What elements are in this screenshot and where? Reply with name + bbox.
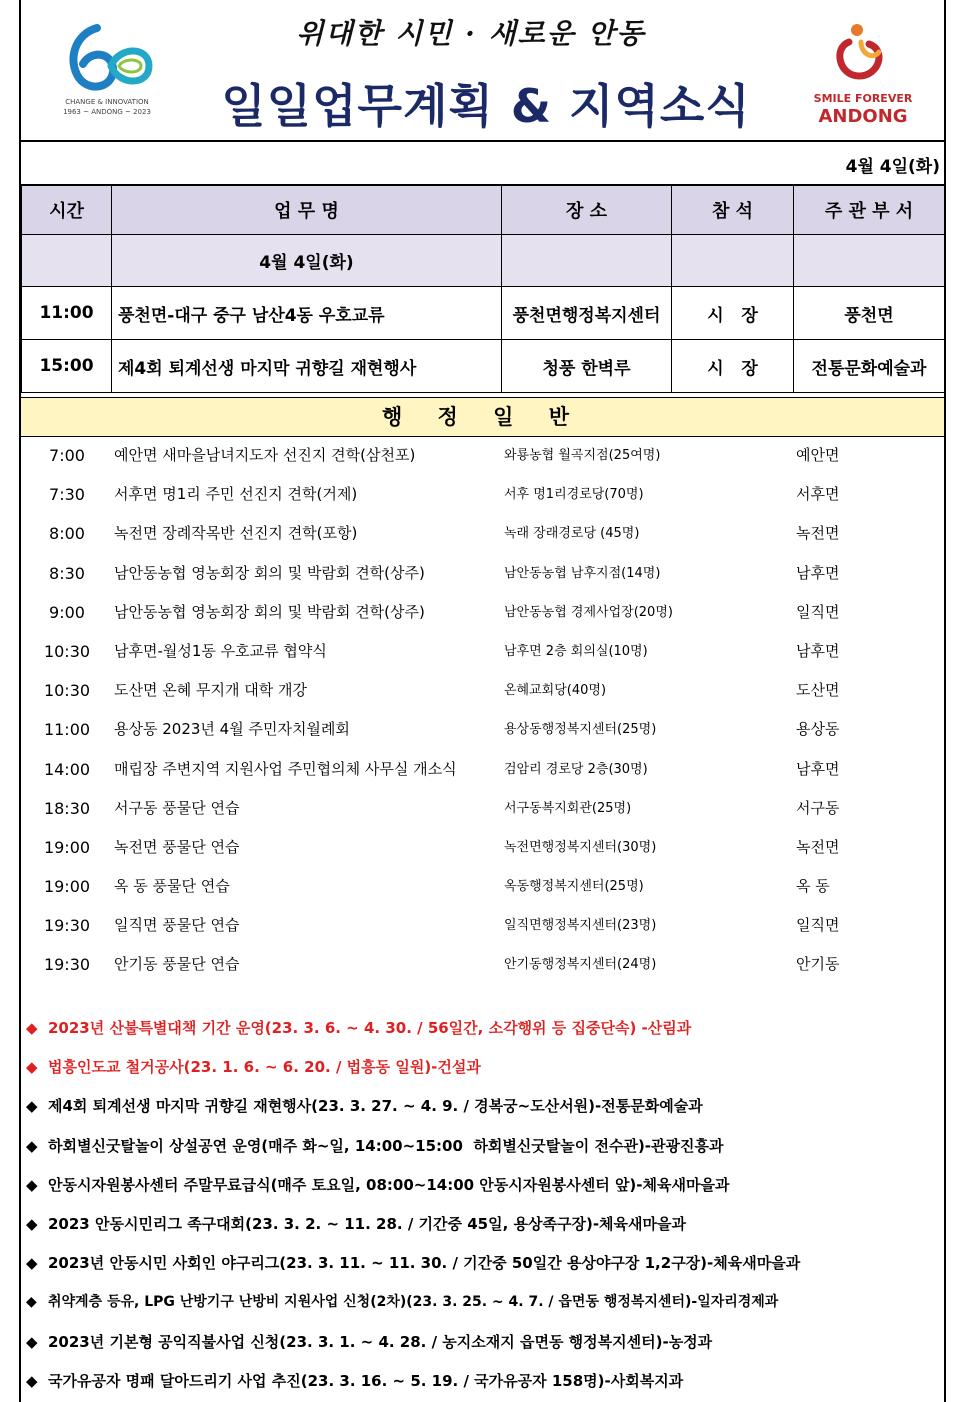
notice-item xyxy=(21,1166,944,1205)
page-title: 일일업무계획 & 지역소식 xyxy=(221,79,751,133)
item-place: 남후면 2층 회의실(10명) xyxy=(504,643,648,659)
section-title-admin: 행 정 일 반 xyxy=(21,397,944,437)
notice-text: 법흥인도교 철거공사(23. 1. 6. ~ 6. 20. / 법흥동 일원)-건설과 xyxy=(48,1058,481,1077)
item-name: 안기동 풍물단 연습 xyxy=(114,955,240,974)
item-place: 남안동농협 남후지점(14명) xyxy=(504,565,661,581)
logo-years: 1963 ~ ANDONG ~ 2023 xyxy=(63,108,151,116)
item-time: 19:00 xyxy=(43,837,91,857)
item-time: 7:30 xyxy=(49,485,85,505)
table-row xyxy=(22,340,945,393)
list-item xyxy=(21,750,944,789)
notice-text: 취약계층 등유, LPG 난방기구 난방비 지원사업 신청(2차)(23. 3. 25. ~ 4. 7. / 읍면동 행정복지센터)-일자리경제과 xyxy=(48,1294,779,1311)
document-date: 4월 4일(화) xyxy=(845,157,940,177)
diamond-bullet-icon: ◆ xyxy=(26,1019,38,1037)
date-row xyxy=(21,140,944,186)
event-place: 풍천면행정복지센터 xyxy=(502,287,672,340)
andong-logo-line1: SMILE FOREVER xyxy=(813,92,913,105)
item-place: 일직면행정복지센터(23명) xyxy=(504,918,657,934)
item-name: 서구동 풍물단 연습 xyxy=(114,798,240,817)
item-dept: 도산면 xyxy=(796,681,840,700)
event-dept: 전통문화예술과 xyxy=(794,340,945,393)
item-name: 용상동 2023년 4월 주민자치월례회 xyxy=(114,720,350,739)
list-item xyxy=(21,554,944,593)
list-item xyxy=(21,514,944,553)
item-name: 남후면-월성1동 우호교류 협약식 xyxy=(114,641,327,660)
diamond-bullet-icon: ◆ xyxy=(26,1058,38,1077)
list-item xyxy=(21,710,944,749)
list-item xyxy=(21,828,944,867)
item-place: 녹래 장래경로당 (45명) xyxy=(504,526,640,542)
notice-item xyxy=(21,1127,944,1166)
list-item xyxy=(21,671,944,710)
andong-logo xyxy=(803,20,923,130)
item-place: 남안동농협 경제사업장(20명) xyxy=(504,604,673,620)
item-name: 예안면 새마을남녀지도자 선진지 견학(삼천포) xyxy=(114,446,416,464)
diamond-bullet-icon: ◆ xyxy=(26,1097,38,1116)
event-name: 제4회 퇴계선생 마지막 귀향길 재현행사 xyxy=(112,340,502,393)
table-subheader-row xyxy=(22,235,945,287)
item-name: 도산면 온혜 무지개 대학 개강 xyxy=(114,681,307,700)
item-place: 용상동행정복지센터(25명) xyxy=(504,722,657,738)
document-sheet xyxy=(19,0,946,1402)
item-dept: 남후면 xyxy=(796,641,840,660)
sixty-logo-icon xyxy=(57,20,157,100)
item-place: 와룡농협 월곡지점(25여명) xyxy=(504,448,661,463)
item-place: 녹전면행정복지센터(30명) xyxy=(504,839,657,855)
diamond-bullet-icon: ◆ xyxy=(26,1332,38,1351)
item-dept: 남후면 xyxy=(796,563,840,582)
list-item xyxy=(21,789,944,828)
list-item xyxy=(21,867,944,906)
item-dept: 안기동 xyxy=(796,955,840,974)
item-dept: 일직면 xyxy=(796,602,840,621)
item-place: 온혜교회당(40명) xyxy=(504,683,607,699)
list-item xyxy=(21,436,944,475)
item-name: 남안동농협 영농회장 회의 및 박람회 견학(상주) xyxy=(114,563,425,582)
item-dept: 녹전면 xyxy=(796,524,840,543)
item-name: 녹전면 풍물단 연습 xyxy=(114,837,240,856)
notice-text: 2023년 안동시민 사회인 야구리그(23. 3. 11. ~ 11. 30. / 기간중 50일간 용상야구장 1,2구장)-체육새마을과 xyxy=(48,1254,801,1273)
item-time: 10:30 xyxy=(43,681,91,701)
list-item xyxy=(21,945,944,984)
item-dept: 서구동 xyxy=(796,798,840,817)
item-dept: 녹전면 xyxy=(796,837,840,856)
notice-text: 국가유공자 명패 달아드리기 사업 추진(23. 3. 16. ~ 5. 19. / 국가유공자 158명)-사회복지과 xyxy=(48,1371,684,1390)
notice-item xyxy=(21,1009,944,1048)
item-time: 7:00 xyxy=(49,446,85,465)
item-name: 서후면 명1리 주민 선진지 견학(거제) xyxy=(114,485,358,504)
item-place: 안기동행정복지센터(24명) xyxy=(504,957,657,973)
diamond-bullet-icon: ◆ xyxy=(26,1136,38,1155)
item-name: 옥 동 풍물단 연습 xyxy=(114,877,230,896)
notice-item xyxy=(21,1283,944,1322)
table-row xyxy=(22,287,945,340)
event-time: 15:00 xyxy=(22,340,112,393)
subheader-date: 4월 4일(화) xyxy=(112,235,502,287)
item-time: 8:00 xyxy=(49,524,85,544)
item-dept: 용상동 xyxy=(796,720,840,739)
logo-caption: CHANGE & INNOVATION xyxy=(65,98,149,106)
item-time: 19:30 xyxy=(43,916,91,936)
item-dept: 서후면 xyxy=(796,485,840,504)
item-time: 19:00 xyxy=(43,877,91,897)
notice-item xyxy=(21,1323,944,1362)
item-time: 18:30 xyxy=(43,798,91,818)
event-attendee: 시 장 xyxy=(672,287,794,340)
event-time: 11:00 xyxy=(22,287,112,340)
anniversary-logo xyxy=(57,20,157,120)
item-time: 19:30 xyxy=(43,955,91,975)
item-dept: 남후면 xyxy=(796,759,840,778)
item-time: 9:00 xyxy=(49,602,85,622)
notice-item xyxy=(21,1048,944,1087)
notice-text: 안동시자원봉사센터 주말무료급식(매주 토요일, 08:00~14:00 안동시자원봉사센터 앞)-체육새마을과 xyxy=(48,1175,730,1194)
notice-item xyxy=(21,1244,944,1283)
item-place: 서후 명1리경로당(70명) xyxy=(504,487,644,503)
notice-text: 제4회 퇴계선생 마지막 귀향길 재현행사(23. 3. 27. ~ 4. 9. / 경복궁~도산서원)-전통문화예술과 xyxy=(48,1097,703,1116)
notice-item xyxy=(21,1087,944,1126)
document-header xyxy=(21,0,944,142)
list-item xyxy=(21,593,944,632)
notice-list xyxy=(21,1009,944,1401)
header-time: 시간 xyxy=(22,186,112,235)
schedule-table xyxy=(21,185,945,393)
header-place: 장 소 xyxy=(502,186,672,235)
event-dept: 풍천면 xyxy=(794,287,945,340)
diamond-bullet-icon: ◆ xyxy=(26,1294,37,1311)
item-name: 녹전면 장례작목반 선진지 견학(포항) xyxy=(114,524,358,543)
header-attendee: 참 석 xyxy=(672,186,794,235)
header-task: 업 무 명 xyxy=(112,186,502,235)
andong-logo-line2: ANDONG xyxy=(818,106,908,127)
item-time: 14:00 xyxy=(43,759,91,779)
notice-item xyxy=(21,1205,944,1244)
list-item xyxy=(21,906,944,945)
diamond-bullet-icon: ◆ xyxy=(26,1371,38,1390)
table-header-row xyxy=(22,186,945,235)
diamond-bullet-icon: ◆ xyxy=(26,1254,38,1273)
event-place: 청풍 한벽루 xyxy=(502,340,672,393)
item-dept: 일직면 xyxy=(796,916,840,935)
admin-schedule-list xyxy=(21,436,944,985)
item-place: 서구동복지회관(25명) xyxy=(504,800,632,816)
event-attendee: 시 장 xyxy=(672,340,794,393)
notice-text: 2023 안동시민리그 족구대회(23. 3. 2. ~ 11. 28. / 기간중 45일, 용상족구장)-체육새마을과 xyxy=(48,1214,686,1233)
item-time: 10:30 xyxy=(43,641,91,661)
item-dept: 옥 동 xyxy=(796,877,830,896)
item-name: 남안동농협 영농회장 회의 및 박람회 견학(상주) xyxy=(114,602,425,621)
item-place: 검암리 경로당 2층(30명) xyxy=(504,761,648,777)
smile-andong-icon xyxy=(803,20,923,90)
item-name: 매립장 주변지역 지원사업 주민협의체 사무실 개소식 xyxy=(114,759,457,778)
notice-text: 2023년 기본형 공익직불사업 신청(23. 3. 1. ~ 4. 28. / 농지소재지 읍면동 행정복지센터)-농정과 xyxy=(48,1332,713,1351)
diamond-bullet-icon: ◆ xyxy=(26,1214,38,1233)
list-item xyxy=(21,632,944,671)
item-place: 옥동행정복지센터(25명) xyxy=(504,879,644,895)
item-time: 11:00 xyxy=(43,720,91,740)
notice-text: 하회별신굿탈놀이 상설공연 운영(매주 화~일, 14:00~15:00 하회별신굿탈놀이 전수관)-관광진흥과 xyxy=(48,1136,724,1155)
notice-text: 2023년 산불특별대책 기간 운영(23. 3. 6. ~ 4. 30. / 56일간, 소각행위 등 집중단속) -산림과 xyxy=(48,1019,692,1037)
event-name: 풍천면-대구 중구 남산4동 우호교류 xyxy=(112,287,502,340)
notice-item xyxy=(21,1362,944,1401)
diamond-bullet-icon: ◆ xyxy=(26,1175,38,1194)
item-name: 일직면 풍물단 연습 xyxy=(114,916,240,935)
header-dept: 주 관 부 서 xyxy=(794,186,945,235)
item-dept: 예안면 xyxy=(796,446,840,464)
slogan: 위대한 시민 · 새로운 안동 xyxy=(296,17,646,50)
item-time: 8:30 xyxy=(49,563,85,583)
list-item xyxy=(21,475,944,514)
